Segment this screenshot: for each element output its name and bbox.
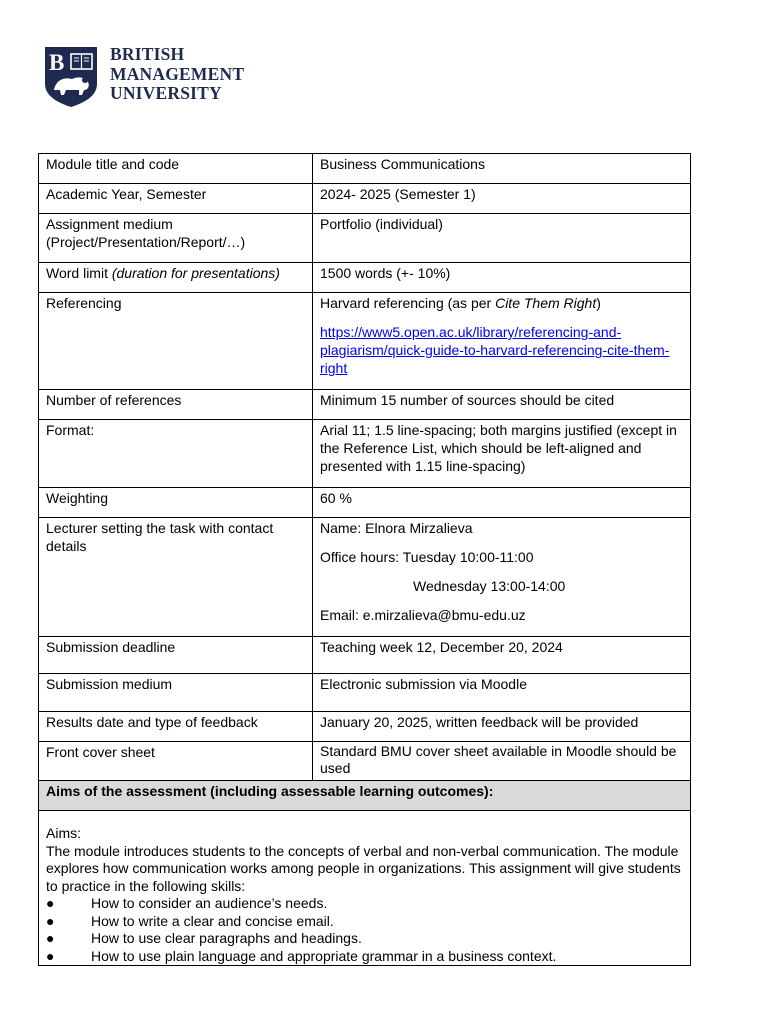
value-weighting: 60 % xyxy=(313,488,691,518)
value-references: Minimum 15 number of sources should be cited xyxy=(313,390,691,420)
bullet-dot-icon: ● xyxy=(46,912,55,929)
lecturer-name: Name: Elnora Mirzalieva xyxy=(320,520,473,536)
row-cover xyxy=(39,742,691,781)
row-referencing xyxy=(39,293,691,390)
label-results: Results date and type of feedback xyxy=(39,712,313,742)
value-cover: Standard BMU cover sheet available in Moodle should be used xyxy=(313,742,691,781)
label-lecturer: Lecturer setting the task with contact details xyxy=(39,518,313,637)
aims-title: Aims: xyxy=(46,825,81,841)
aims-bullet-text: How to use clear paragraphs and headings. xyxy=(91,930,362,946)
lecturer-hours-2: Wednesday 13:00-14:00 xyxy=(413,578,566,594)
referencing-text xyxy=(320,294,684,312)
value-module: Business Communications xyxy=(313,154,691,184)
row-year xyxy=(39,184,691,214)
label-medium-line-2: (Project/Presentation/Report/…) xyxy=(46,234,246,250)
value-deadline: Teaching week 12, December 20, 2024 xyxy=(313,637,691,674)
university-logo xyxy=(44,46,244,108)
row-words xyxy=(39,263,691,293)
label-words xyxy=(39,263,313,293)
label-words-italic: (duration for presentations) xyxy=(111,265,280,281)
referencing-link[interactable]: https://www5.open.ac.uk/library/referencing-and-plagiarism/quick-guide-to-harvard-referencing-cite-them-right xyxy=(320,324,670,376)
row-aims-heading xyxy=(39,781,691,811)
lecturer-hours-1: Office hours: Tuesday 10:00-11:00 xyxy=(320,549,534,565)
bullet-dot-icon: ● xyxy=(46,947,55,964)
row-results xyxy=(39,712,691,742)
logo-line-1: BRITISH xyxy=(110,44,185,64)
aims-bullet xyxy=(46,930,684,948)
crest-icon xyxy=(44,46,98,108)
referencing-text-italic: Cite Them Right xyxy=(495,295,597,311)
label-module: Module title and code xyxy=(39,154,313,184)
label-submission-medium: Submission medium xyxy=(39,674,313,712)
row-submission-medium xyxy=(39,674,691,712)
logo-line-3: UNIVERSITY xyxy=(110,83,222,103)
label-medium xyxy=(39,214,313,263)
label-references: Number of references xyxy=(39,390,313,420)
row-aims-body xyxy=(39,811,691,966)
aims-bullet-text: How to write a clear and concise email. xyxy=(91,912,334,929)
label-deadline: Submission deadline xyxy=(39,637,313,674)
value-year: 2024- 2025 (Semester 1) xyxy=(313,184,691,214)
aims-bullet-text: How to use plain language and appropriate grammar in a business context. xyxy=(91,947,557,964)
referencing-text-end: ) xyxy=(596,295,601,311)
label-weighting: Weighting xyxy=(39,488,313,518)
aims-intro: The module introduces students to the concepts of verbal and non-verbal communication. The module explores how communication works among people in organizations. This assignment will give students to practice in the following skills: xyxy=(46,842,681,894)
lecturer-email: Email: e.mirzalieva@bmu-edu.uz xyxy=(320,607,526,623)
row-medium xyxy=(39,214,691,263)
label-year: Academic Year, Semester xyxy=(39,184,313,214)
row-format xyxy=(39,420,691,488)
value-submission-medium: Electronic submission via Moodle xyxy=(313,674,691,712)
value-referencing xyxy=(313,293,691,390)
aims-bullet xyxy=(46,895,684,913)
row-deadline xyxy=(39,637,691,674)
crest-letter: B xyxy=(49,50,65,75)
row-weighting xyxy=(39,488,691,518)
label-words-text: Word limit xyxy=(46,265,112,281)
bullet-dot-icon: ● xyxy=(46,930,55,946)
university-name xyxy=(110,45,244,104)
label-format: Format: xyxy=(39,420,313,488)
value-words: 1500 words (+- 10%) xyxy=(313,263,691,293)
value-results: January 20, 2025, written feedback will be provided xyxy=(313,712,691,742)
aims-bullet-text: How to consider an audience’s needs. xyxy=(91,895,328,911)
aims-bullet xyxy=(46,913,684,931)
bullet-dot-icon: ● xyxy=(46,895,55,911)
aims-content xyxy=(39,811,691,966)
label-referencing: Referencing xyxy=(39,293,313,390)
value-lecturer xyxy=(313,518,691,637)
row-module xyxy=(39,154,691,184)
label-cover: Front cover sheet xyxy=(39,742,313,781)
logo-line-2: MANAGEMENT xyxy=(110,63,245,84)
aims-bullet xyxy=(46,948,684,966)
aims-heading: Aims of the assessment (including assessable learning outcomes): xyxy=(39,781,691,811)
row-lecturer xyxy=(39,518,691,637)
value-format: Arial 11; 1.5 line-spacing; both margins justified (except in the Reference List, which should be left-aligned and presented with 1.15 line-spacing) xyxy=(313,420,691,488)
value-medium: Portfolio (individual) xyxy=(313,214,691,263)
referencing-text-start: Harvard referencing (as per xyxy=(320,295,496,311)
label-medium-line-1: Assignment medium xyxy=(46,216,173,232)
row-references xyxy=(39,390,691,420)
assignment-info-table xyxy=(38,153,691,966)
